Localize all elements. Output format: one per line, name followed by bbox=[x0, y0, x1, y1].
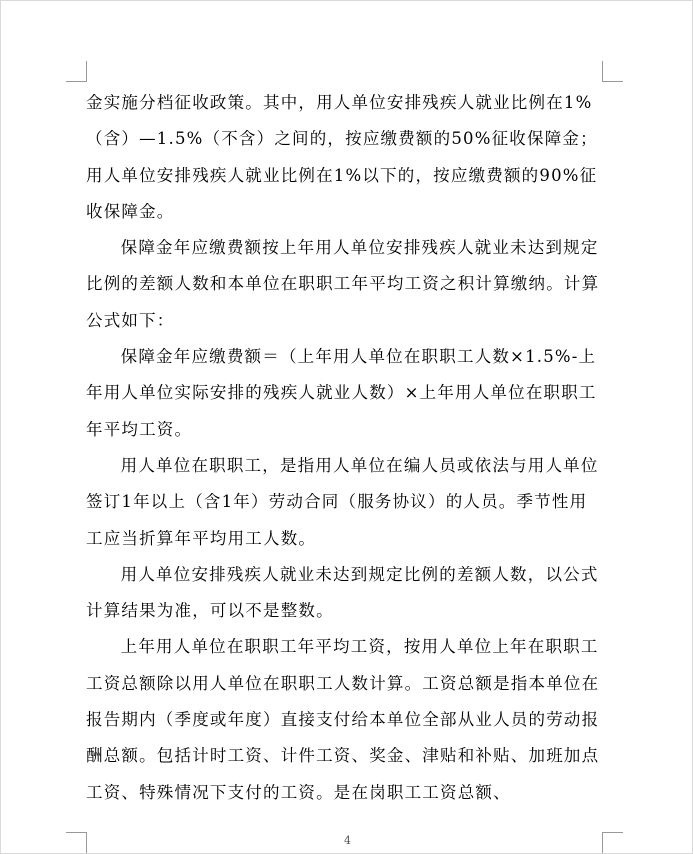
margin-mark-top-right bbox=[602, 61, 623, 82]
paragraph-5: 用人单位安排残疾人就业未达到规定比例的差额人数，以公式计算结果为准，可以不是整数。 bbox=[86, 564, 599, 621]
paragraph-formula: 保障金年应缴费额＝（上年用人单位在职职工人数×1.5%-上年用人单位实际安排的残疾人就业人数）×上年用人单位在职职工年平均工资。 bbox=[86, 347, 597, 439]
paragraph-1: 金实施分档征收政策。其中，用人单位安排残疾人就业比例在1%（含）—1.5%（不含）之间的，按应缴费额的50%征收保障金；用人单位安排残疾人就业比例在1%以下的，按应缴费额的90%征收保障金。 bbox=[86, 93, 598, 221]
document-body[interactable] bbox=[86, 85, 602, 811]
paragraph-2: 保障金年应缴费额按上年用人单位安排残疾人就业未达到规定比例的差额人数和本单位在职职工年平均工资之积计算缴纳。计算公式如下： bbox=[86, 238, 600, 330]
margin-mark-top-left bbox=[66, 61, 87, 82]
page-number: 4 bbox=[344, 834, 351, 847]
paragraph-4: 用人单位在职职工，是指用人单位在编人员或依法与用人单位签订1年以上（含1年）劳动合同（服务协议）的人员。季节性用工应当折算年平均用工人数。 bbox=[86, 455, 599, 548]
paragraph-6: 上年用人单位在职职工年平均工资，按用人单位上年在职职工工资总额除以用人单位在职职工人数计算。工资总额是指本单位在报告期内（季度或年度）直接支付给本单位全部从业人员的劳动报酬总额。包括计时工资、计件工资、奖金、津贴和补贴、加班加点工资、特殊情况下支付的工资。是在岗职工工资总额、 bbox=[86, 637, 600, 802]
